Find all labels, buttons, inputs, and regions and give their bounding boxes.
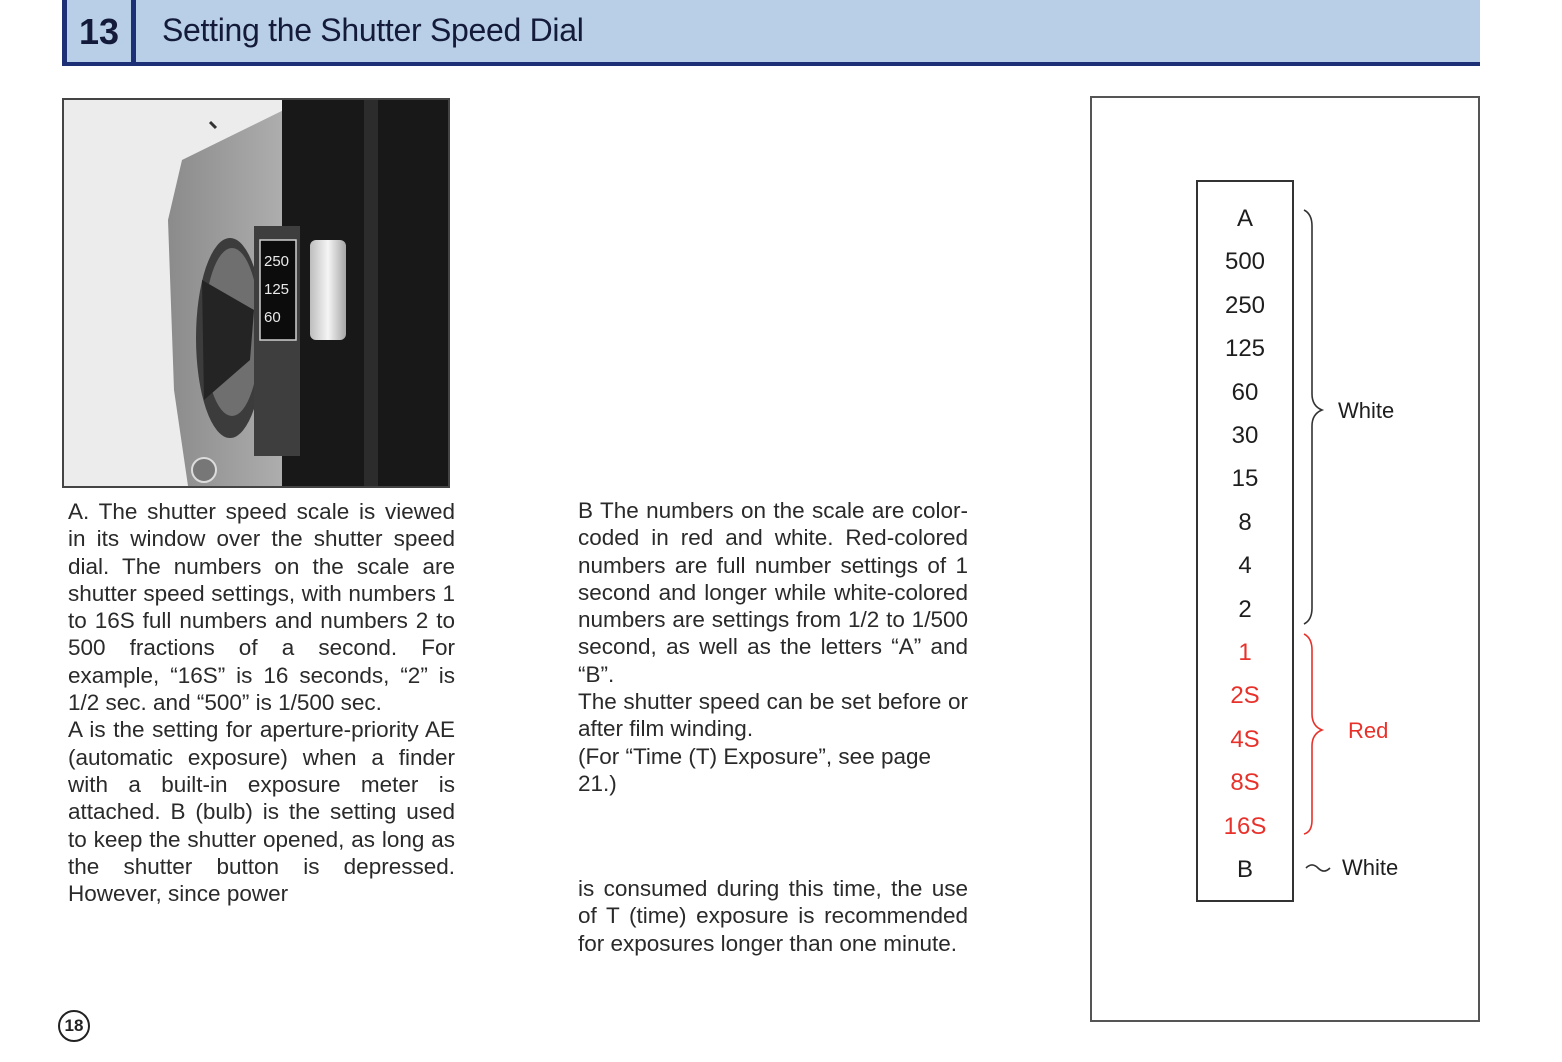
scale-mark-60: 60 (1231, 378, 1259, 406)
paragraph-b-time-exposure: (For “Time (T) Exposure”, see page 21.) (578, 743, 932, 796)
text-column-a (68, 498, 455, 907)
paragraph-b-winding: The shutter speed can be set before or after film winding. (578, 689, 968, 742)
paragraph-a-scale: A. The shutter speed scale is viewed in its window over the shutter speed dial. The numbers on the scale are shutter speed settings, with numbers 1 to 16S full numbers and numbers 2 to 500 fractions of a second. For example, “16S” is 16 seconds, “2” is 1/2 sec. and “500” is 1/500 sec. (68, 499, 455, 716)
scale-mark-8: 8 (1238, 508, 1252, 536)
shutter-dial-photo-illustration (64, 100, 448, 486)
scale-group-braces (1296, 98, 1356, 1024)
scale-mark-2s: 2S (1230, 682, 1260, 710)
shutter-scale-figure (1090, 96, 1480, 1022)
scale-mark-b: B (1236, 856, 1253, 883)
scale-mark-15: 15 (1231, 465, 1259, 493)
scale-mark-8s: 8S (1230, 769, 1260, 797)
white-group-label: White (1338, 398, 1395, 423)
section-number: 13 (62, 0, 136, 62)
dial-number-250: 250 (264, 253, 290, 270)
section-header (62, 0, 1480, 66)
scale-mark-a: A (1236, 205, 1253, 232)
scale-mark-4s: 4S (1230, 725, 1260, 753)
scale-mark-125: 125 (1224, 335, 1266, 363)
scale-mark-16s: 16S (1223, 812, 1267, 840)
scale-mark-1: 1 (1238, 639, 1252, 666)
paragraph-continued: is consumed during this time, the use of T (time) exposure is recommended for exposures longer than one minute. (578, 876, 968, 956)
section-title: Setting the Shutter Speed Dial (162, 12, 584, 48)
scale-mark-500: 500 (1224, 248, 1266, 276)
shutter-scale-window (1196, 180, 1294, 902)
b-tilde-mark (1306, 865, 1330, 871)
dial-number-60: 60 (264, 309, 281, 326)
scale-mark-4: 4 (1238, 552, 1252, 580)
page-number: 18 (58, 1010, 90, 1042)
paragraph-a-settings: A is the setting for aperture-priority AE (automatic exposure) when a finder with a built-in exposure meter is attached. B (bulb) is the setting used to keep the shutter opened, as long as the shutter button is depressed. However, since power (68, 717, 455, 907)
dial-number-125: 125 (264, 281, 290, 298)
paragraph-b-color-coding: B The numbers on the scale are color-coded in red and white. Red-colored numbers are full number settings of 1 second and longer while white-colored numbers are settings from 1/2 to 1/500 second, as well as the letters “A” and “B”. (578, 498, 968, 687)
b-white-label: White (1342, 855, 1399, 880)
scale-mark-2: 2 (1238, 595, 1252, 623)
text-column-b-continued (578, 875, 968, 957)
white-group-brace (1304, 210, 1322, 624)
scale-mark-30: 30 (1231, 422, 1259, 449)
red-group-label: Red (1348, 718, 1389, 743)
text-column-b (578, 497, 968, 797)
camera-photo (62, 98, 450, 488)
scale-mark-250: 250 (1224, 291, 1266, 319)
red-group-brace (1304, 634, 1322, 834)
